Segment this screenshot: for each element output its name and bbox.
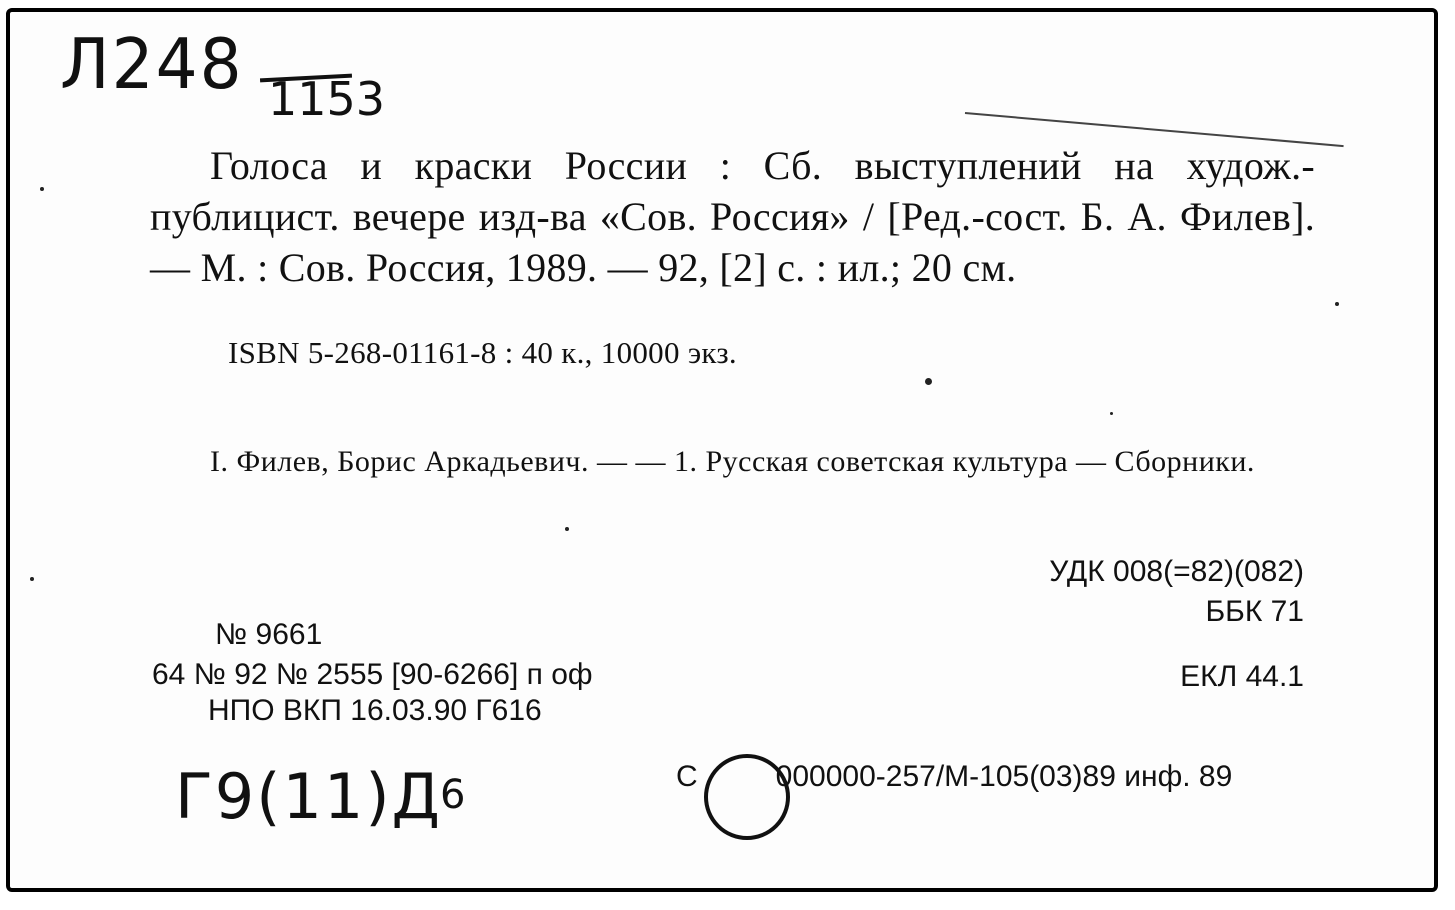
scan-speck xyxy=(565,527,569,531)
bibliographic-description: Голоса и краски России : Сб. выступлений на худож.-публицист. вечере изд-ва «Сов. Россия» / [Ред.-сост. Б. А. Филев]. — М. : Сов. Россия, 1989. — 92, [2] с. : ил.; 20 см. xyxy=(150,143,1315,290)
handwritten-shelf-superscript: 6 xyxy=(440,772,466,818)
print-info-line-2: НПО ВКП 16.03.90 Г616 xyxy=(208,694,542,727)
card-number: № 9661 xyxy=(215,618,323,651)
catalog-card xyxy=(6,8,1438,892)
scan-speck xyxy=(925,378,932,385)
handwritten-shelf-mark: Г9(11)Д xyxy=(175,760,442,833)
isbn-line: ISBN 5-268-01161-8 : 40 к., 10000 экз. xyxy=(228,335,737,370)
scan-speck xyxy=(30,577,34,581)
scan-speck xyxy=(1335,302,1339,306)
copyright-line xyxy=(676,734,1316,820)
subject-tracing: I. Филев, Борис Аркадьевич. — — 1. Русская советская культура — Сборники. xyxy=(210,445,1255,478)
classification-block xyxy=(1049,552,1304,632)
circle-stamp-icon xyxy=(704,754,790,840)
handwritten-fraction: 1153 xyxy=(268,72,386,126)
udk-code: УДК 008(=82)(082) xyxy=(1049,555,1304,588)
copyright-prefix: С xyxy=(676,760,698,793)
bbk-code: ББК 71 xyxy=(1205,595,1304,628)
ekl-code: ЕКЛ 44.1 xyxy=(1180,660,1304,693)
scan-speck xyxy=(40,187,44,191)
print-info-line-1: 64 № 92 № 2555 [90-6266] п оф xyxy=(152,658,593,691)
copyright-code: 000000-257/М-105(03)89 инф. 89 xyxy=(775,760,1233,793)
scan-speck xyxy=(1110,412,1113,415)
handwritten-call-number: Л248 xyxy=(60,24,244,105)
